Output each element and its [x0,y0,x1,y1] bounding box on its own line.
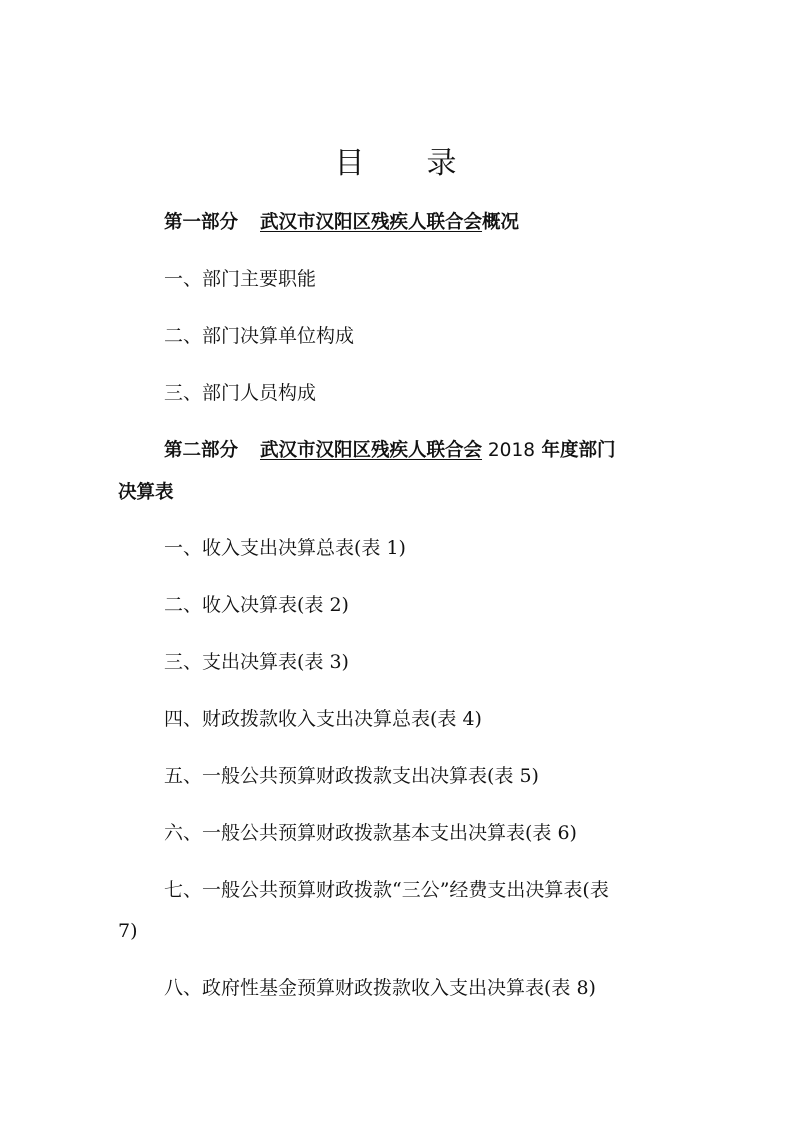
part2-heading [164,438,615,464]
page-title [0,138,793,182]
title-char-1: 目 [334,146,367,181]
part2-suffix: 年度部门 [535,440,616,461]
part1-label: 第一部分 [164,212,239,233]
toc-item: 八、政府性基金预算财政拨款收入支出决算表(表 8) [164,977,596,999]
toc-item-continuation: 7) [118,920,138,942]
toc-item: 六、一般公共预算财政拨款基本支出决算表(表 6) [164,822,577,844]
part2-heading-continuation: 决算表 [118,482,174,503]
part1-org: 武汉市汉阳区残疾人联合会 [260,212,483,233]
toc-item: 三、支出决算表(表 3) [164,651,349,673]
part2-label: 第二部分 [164,440,239,461]
toc-item: 二、收入决算表(表 2) [164,594,349,616]
part2-org: 武汉市汉阳区残疾人联合会 [260,440,483,461]
toc-item: 一、收入支出决算总表(表 1) [164,537,406,559]
part1-suffix: 概况 [482,212,520,233]
toc-item: 四、财政拨款收入支出决算总表(表 4) [164,708,482,730]
toc-item: 七、一般公共预算财政拨款“三公”经费支出决算表(表 [164,879,609,901]
toc-item: 三、部门人员构成 [164,382,317,404]
part1-heading [164,210,519,236]
part2-year: 2018 [482,440,535,461]
toc-item: 一、部门主要职能 [164,268,317,290]
toc-item: 五、一般公共预算财政拨款支出决算表(表 5) [164,765,539,787]
title-char-2: 录 [426,146,459,181]
toc-item: 二、部门决算单位构成 [164,325,355,347]
